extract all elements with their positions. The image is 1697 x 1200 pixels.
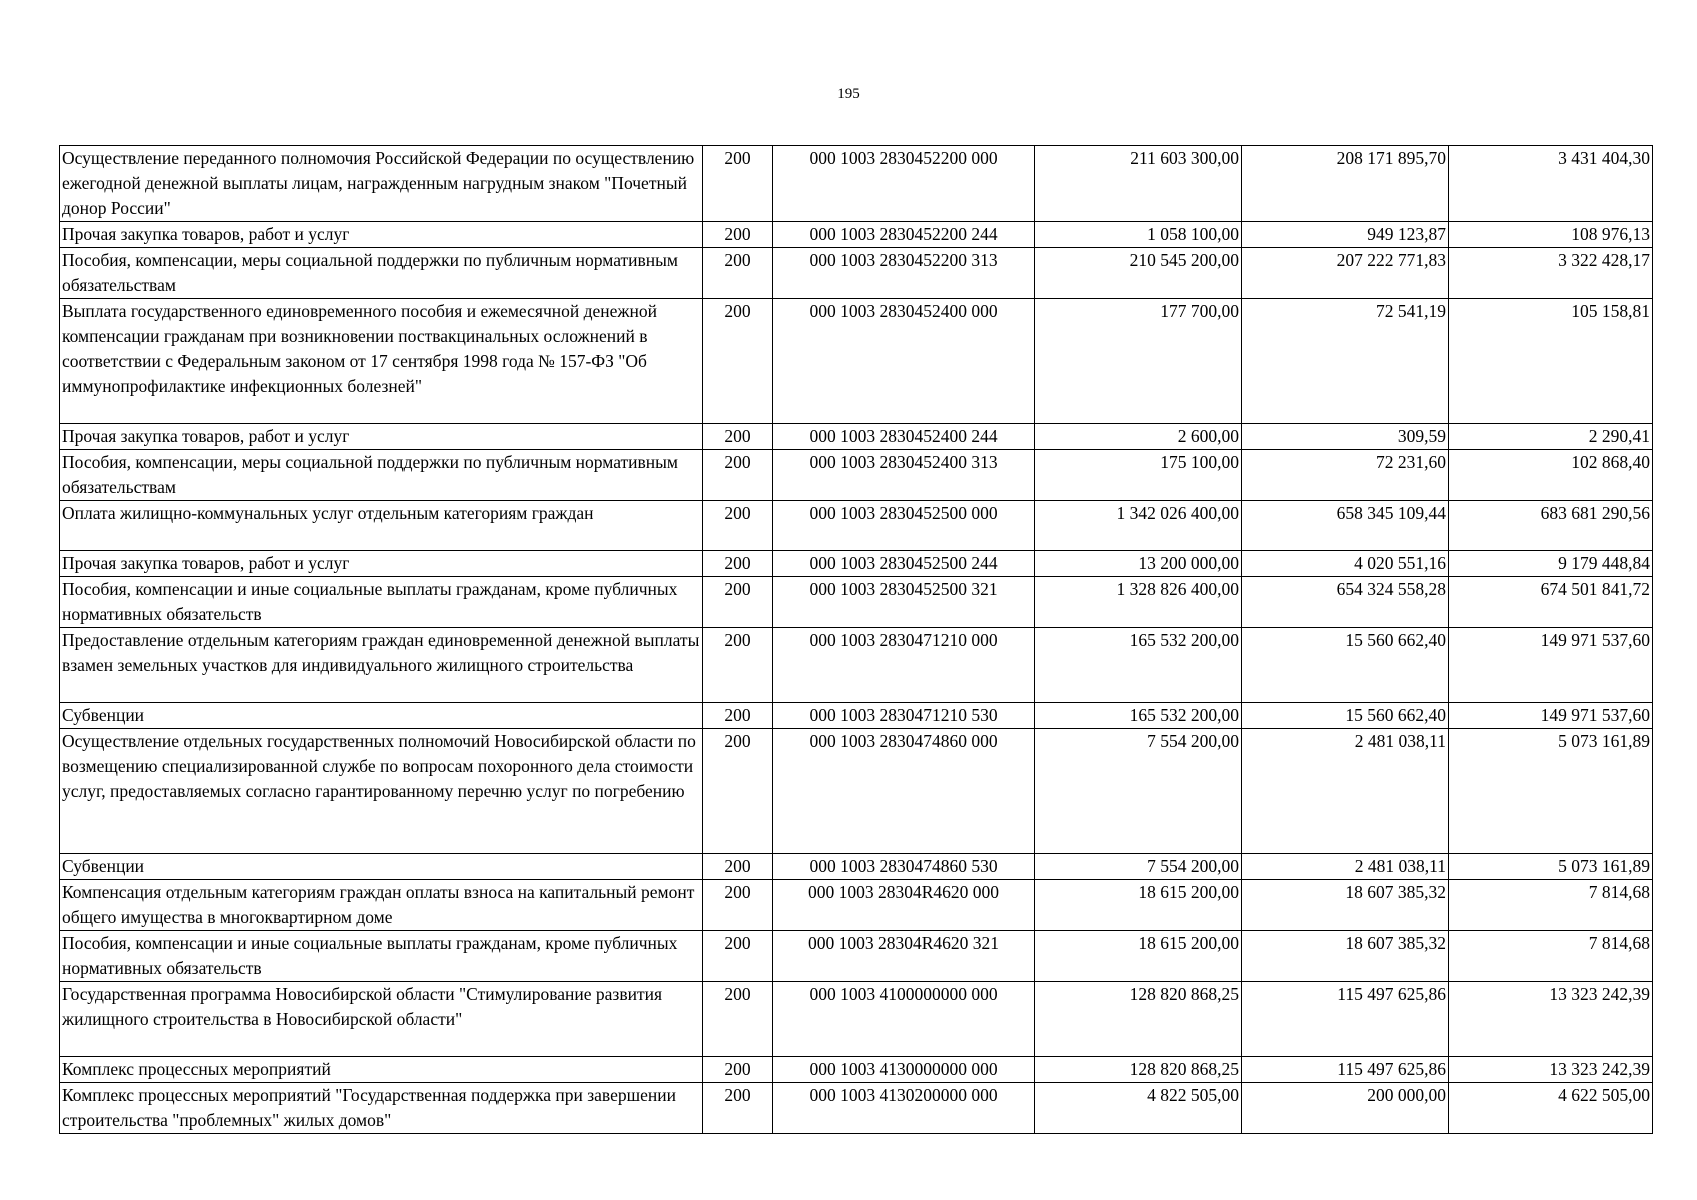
row-name-cell: Осуществление переданного полномочия Российской Федерации по осуществлению ежегодной денежной выплаты лицам, награжденным нагрудным знаком "Почетный донор России" — [60, 146, 703, 222]
row-executed-cell: 208 171 895,70 — [1242, 146, 1449, 222]
row-name-cell: Комплекс процессных мероприятий — [60, 1057, 703, 1083]
row-kbk-cell: 000 1003 2830452400 000 — [773, 299, 1035, 424]
row-kbk-cell: 000 1003 2830452400 313 — [773, 450, 1035, 501]
row-unexecuted-cell: 5 073 161,89 — [1449, 729, 1653, 854]
row-name-cell: Компенсация отдельным категориям граждан оплаты взноса на капитальный ремонт общего имущества в многоквартирном доме — [60, 880, 703, 931]
row-executed-cell: 309,59 — [1242, 424, 1449, 450]
row-kbk-cell: 000 1003 2830474860 000 — [773, 729, 1035, 854]
table-row — [60, 424, 1653, 450]
row-name-cell: Прочая закупка товаров, работ и услуг — [60, 551, 703, 577]
row-approved-cell: 18 615 200,00 — [1035, 931, 1242, 982]
row-unexecuted-cell: 149 971 537,60 — [1449, 628, 1653, 703]
row-unexecuted-cell: 5 073 161,89 — [1449, 854, 1653, 880]
row-approved-cell: 128 820 868,25 — [1035, 982, 1242, 1057]
table-row — [60, 880, 1653, 931]
row-unexecuted-cell: 2 290,41 — [1449, 424, 1653, 450]
row-executed-cell: 15 560 662,40 — [1242, 628, 1449, 703]
row-approved-cell: 13 200 000,00 — [1035, 551, 1242, 577]
row-code-cell: 200 — [703, 222, 773, 248]
budget-execution-table — [59, 145, 1653, 1134]
row-kbk-cell: 000 1003 2830474860 530 — [773, 854, 1035, 880]
row-executed-cell: 18 607 385,32 — [1242, 880, 1449, 931]
row-name-cell: Осуществление отдельных государственных полномочий Новосибирской области по возмещению специализированной службе по вопросам похоронного дела стоимости услуг, предоставляемых согласно гарантированному перечню услуг по погребению — [60, 729, 703, 854]
row-executed-cell: 15 560 662,40 — [1242, 703, 1449, 729]
row-approved-cell: 2 600,00 — [1035, 424, 1242, 450]
row-approved-cell: 211 603 300,00 — [1035, 146, 1242, 222]
row-approved-cell: 18 615 200,00 — [1035, 880, 1242, 931]
row-name-cell: Пособия, компенсации, меры социальной поддержки по публичным нормативным обязательствам — [60, 450, 703, 501]
row-approved-cell: 1 342 026 400,00 — [1035, 501, 1242, 551]
row-approved-cell: 177 700,00 — [1035, 299, 1242, 424]
row-code-cell: 200 — [703, 299, 773, 424]
table-row — [60, 703, 1653, 729]
row-approved-cell: 7 554 200,00 — [1035, 729, 1242, 854]
row-kbk-cell: 000 1003 28304R4620 000 — [773, 880, 1035, 931]
row-executed-cell: 115 497 625,86 — [1242, 982, 1449, 1057]
row-kbk-cell: 000 1003 4130200000 000 — [773, 1083, 1035, 1134]
row-code-cell: 200 — [703, 729, 773, 854]
row-executed-cell: 2 481 038,11 — [1242, 854, 1449, 880]
table-row — [60, 628, 1653, 703]
table-row — [60, 577, 1653, 628]
row-executed-cell: 72 541,19 — [1242, 299, 1449, 424]
row-approved-cell: 165 532 200,00 — [1035, 628, 1242, 703]
table-row — [60, 982, 1653, 1057]
row-kbk-cell: 000 1003 2830471210 530 — [773, 703, 1035, 729]
row-executed-cell: 18 607 385,32 — [1242, 931, 1449, 982]
row-code-cell: 200 — [703, 854, 773, 880]
row-unexecuted-cell: 108 976,13 — [1449, 222, 1653, 248]
row-unexecuted-cell: 7 814,68 — [1449, 880, 1653, 931]
row-name-cell: Пособия, компенсации, меры социальной поддержки по публичным нормативным обязательствам — [60, 248, 703, 299]
row-executed-cell: 207 222 771,83 — [1242, 248, 1449, 299]
table-row — [60, 729, 1653, 854]
row-approved-cell: 4 822 505,00 — [1035, 1083, 1242, 1134]
row-unexecuted-cell: 13 323 242,39 — [1449, 982, 1653, 1057]
row-executed-cell: 200 000,00 — [1242, 1083, 1449, 1134]
row-kbk-cell: 000 1003 4130000000 000 — [773, 1057, 1035, 1083]
row-code-cell: 200 — [703, 424, 773, 450]
row-kbk-cell: 000 1003 2830452200 244 — [773, 222, 1035, 248]
page-number: 195 — [837, 86, 860, 102]
row-kbk-cell: 000 1003 2830452500 000 — [773, 501, 1035, 551]
row-unexecuted-cell: 3 431 404,30 — [1449, 146, 1653, 222]
table-row — [60, 222, 1653, 248]
row-name-cell: Комплекс процессных мероприятий "Государственная поддержка при завершении строительства "проблемных" жилых домов" — [60, 1083, 703, 1134]
table-body — [60, 146, 1653, 1134]
table-row — [60, 248, 1653, 299]
row-approved-cell: 165 532 200,00 — [1035, 703, 1242, 729]
row-name-cell: Выплата государственного единовременного пособия и ежемесячной денежной компенсации гражданам при возникновении поствакцинальных осложнений в соответствии с Федеральным законом от 17 сентября 1998 года № 157-ФЗ "Об иммунопрофилактике инфекционных болезней" — [60, 299, 703, 424]
row-unexecuted-cell: 105 158,81 — [1449, 299, 1653, 424]
row-executed-cell: 115 497 625,86 — [1242, 1057, 1449, 1083]
row-executed-cell: 4 020 551,16 — [1242, 551, 1449, 577]
table-row — [60, 146, 1653, 222]
row-code-cell: 200 — [703, 1057, 773, 1083]
row-executed-cell: 654 324 558,28 — [1242, 577, 1449, 628]
row-name-cell: Прочая закупка товаров, работ и услуг — [60, 424, 703, 450]
row-unexecuted-cell: 683 681 290,56 — [1449, 501, 1653, 551]
row-executed-cell: 949 123,87 — [1242, 222, 1449, 248]
row-code-cell: 200 — [703, 982, 773, 1057]
row-code-cell: 200 — [703, 501, 773, 551]
row-unexecuted-cell: 4 622 505,00 — [1449, 1083, 1653, 1134]
row-unexecuted-cell: 13 323 242,39 — [1449, 1057, 1653, 1083]
row-code-cell: 200 — [703, 450, 773, 501]
row-code-cell: 200 — [703, 146, 773, 222]
row-name-cell: Прочая закупка товаров, работ и услуг — [60, 222, 703, 248]
table-row — [60, 450, 1653, 501]
row-approved-cell: 1 058 100,00 — [1035, 222, 1242, 248]
row-unexecuted-cell: 674 501 841,72 — [1449, 577, 1653, 628]
row-unexecuted-cell: 3 322 428,17 — [1449, 248, 1653, 299]
row-kbk-cell: 000 1003 2830452400 244 — [773, 424, 1035, 450]
row-kbk-cell: 000 1003 2830452500 244 — [773, 551, 1035, 577]
row-kbk-cell: 000 1003 2830471210 000 — [773, 628, 1035, 703]
row-approved-cell: 210 545 200,00 — [1035, 248, 1242, 299]
row-code-cell: 200 — [703, 577, 773, 628]
row-name-cell: Субвенции — [60, 703, 703, 729]
row-unexecuted-cell: 9 179 448,84 — [1449, 551, 1653, 577]
row-unexecuted-cell: 102 868,40 — [1449, 450, 1653, 501]
row-approved-cell: 1 328 826 400,00 — [1035, 577, 1242, 628]
table-row — [60, 1057, 1653, 1083]
table-row — [60, 931, 1653, 982]
row-kbk-cell: 000 1003 2830452500 321 — [773, 577, 1035, 628]
row-approved-cell: 7 554 200,00 — [1035, 854, 1242, 880]
row-name-cell: Пособия, компенсации и иные социальные выплаты гражданам, кроме публичных нормативных обязательств — [60, 931, 703, 982]
row-executed-cell: 2 481 038,11 — [1242, 729, 1449, 854]
row-name-cell: Государственная программа Новосибирской области "Стимулирование развития жилищного строительства в Новосибирской области" — [60, 982, 703, 1057]
table-row — [60, 551, 1653, 577]
row-approved-cell: 128 820 868,25 — [1035, 1057, 1242, 1083]
row-code-cell: 200 — [703, 880, 773, 931]
row-code-cell: 200 — [703, 628, 773, 703]
row-name-cell: Предоставление отдельным категориям граждан единовременной денежной выплаты взамен земельных участков для индивидуального жилищного строительства — [60, 628, 703, 703]
table-row — [60, 501, 1653, 551]
row-kbk-cell: 000 1003 28304R4620 321 — [773, 931, 1035, 982]
row-name-cell: Пособия, компенсации и иные социальные выплаты гражданам, кроме публичных нормативных обязательств — [60, 577, 703, 628]
row-name-cell: Оплата жилищно-коммунальных услуг отдельным категориям граждан — [60, 501, 703, 551]
row-approved-cell: 175 100,00 — [1035, 450, 1242, 501]
table-row — [60, 1083, 1653, 1134]
row-code-cell: 200 — [703, 931, 773, 982]
row-name-cell: Субвенции — [60, 854, 703, 880]
row-code-cell: 200 — [703, 551, 773, 577]
row-executed-cell: 72 231,60 — [1242, 450, 1449, 501]
row-unexecuted-cell: 149 971 537,60 — [1449, 703, 1653, 729]
table-row — [60, 299, 1653, 424]
row-code-cell: 200 — [703, 1083, 773, 1134]
row-kbk-cell: 000 1003 2830452200 000 — [773, 146, 1035, 222]
row-executed-cell: 658 345 109,44 — [1242, 501, 1449, 551]
row-code-cell: 200 — [703, 248, 773, 299]
row-kbk-cell: 000 1003 4100000000 000 — [773, 982, 1035, 1057]
row-code-cell: 200 — [703, 703, 773, 729]
table-row — [60, 854, 1653, 880]
row-kbk-cell: 000 1003 2830452200 313 — [773, 248, 1035, 299]
row-unexecuted-cell: 7 814,68 — [1449, 931, 1653, 982]
